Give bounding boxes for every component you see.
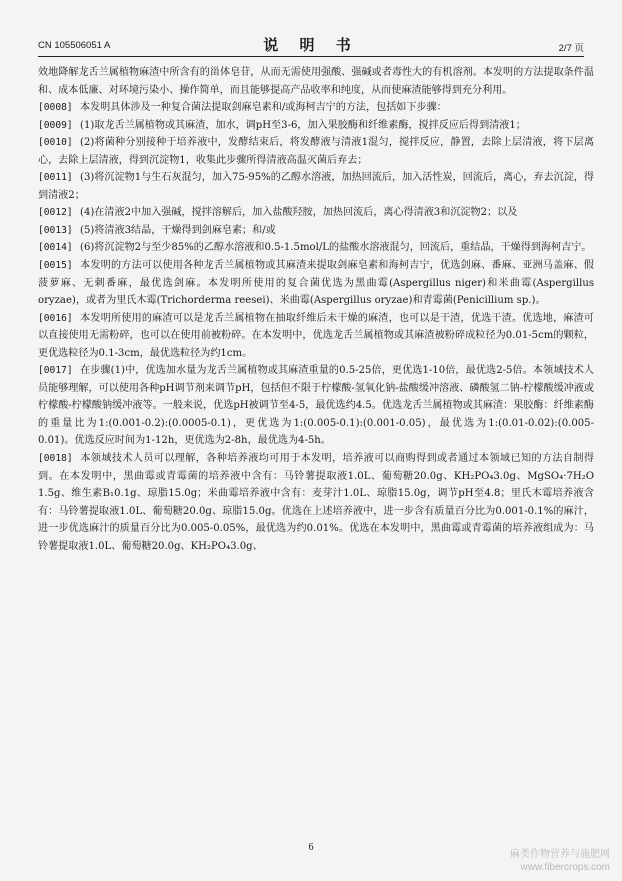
paragraph-number: [0015] [38, 260, 73, 272]
paragraph-number: [0012] [38, 207, 73, 219]
paragraph-number: [0008] [38, 102, 73, 114]
paragraph-number: [0013] [38, 224, 73, 236]
paragraph-text: (6)将沉淀物2与至少85%的乙醇水溶液和0.5-1.5mol/L的盐酸水溶液混匀，回流后，重结晶，干燥得到海柯吉宁。 [80, 242, 592, 254]
paragraph [38, 222, 594, 240]
watermark [510, 848, 610, 874]
paragraph-text: 本发明具体涉及一种复合菌法提取剑麻皂素和/或海柯吉宁的方法，包括如下步骤： [80, 102, 447, 114]
paragraph-text: 本发明的方法可以使用各种龙舌兰属植物或其麻渣来提取剑麻皂素和海柯吉宁，优选剑麻、番麻、亚洲马盖麻、假菠萝麻、无刺番麻，最优选剑麻。本发明所使用的复合菌优选为黑曲霉(Aspergillus niger)和米曲霉(Aspergillus oryzae)，或者为里氏木霉(Trichorderma reesei)、米曲霉(Aspergillus oryzae)和青霉菌(Penicillium sp.)。 [38, 260, 594, 307]
paragraph [38, 362, 594, 450]
paragraph-text: (4)在清液2中加入强碱，搅拌溶解后，加入盐酸羟胺，加热回流后，离心得清液3和沉淀物2；以及 [80, 207, 518, 219]
document-body [38, 64, 594, 555]
paragraph [38, 99, 594, 117]
page-info: 2/7 页 [558, 43, 584, 54]
paragraph [38, 169, 594, 204]
paragraph [38, 117, 594, 135]
paragraph-number: [0011] [38, 172, 73, 184]
page-number: 6 [308, 842, 314, 853]
paragraph [38, 257, 594, 310]
paragraph [38, 239, 594, 257]
paragraph-text: (2)将菌种分别接种于培养液中，发酵结束后，将发酵液与清液1混匀，搅拌反应，静置，去除上层清液，将下层离心，去除上层清液，得到沉淀物1，收集此步骤所得清液高温灭菌后弃去； [38, 137, 594, 166]
paragraph-number: [0014] [38, 242, 73, 254]
watermark-url: www.fibercrops.com [520, 862, 610, 873]
patent-number: CN 105506051 A [38, 40, 111, 51]
paragraph-text: 本发明所使用的麻渣可以是龙舌兰属植物在抽取纤维后未干燥的麻渣，也可以是干渣，优选干渣。优选地，麻渣可以直接使用无需粉碎，也可以在使用前被粉碎。在本发明中，优选龙舌兰属植物或其麻渣被粉碎成粒径为0.01-5cm的颗粒，更优选粒径为0.1-3cm，最优选粒径为约1cm。 [38, 312, 594, 359]
paragraph-number: [0017] [38, 365, 73, 377]
paragraph-text: (5)将清液3结晶，干燥得到剑麻皂素；和/或 [80, 224, 276, 236]
page-header [38, 30, 584, 57]
paragraph-text: 本领域技术人员可以理解，各种培养液均可用于本发明，培养液可以商购得到或者通过本领域已知的方法自制得到。在本发明中，黑曲霉或青霉菌的培养液中含有：马铃薯提取液1.0L、葡萄糖20.0g、KH₂PO₄3.0g、MgSO₄·7H₂O 1.5g、维生素B₁0.1g、琼脂15.0g；米曲霉培养液中含有：麦芽汁1.0L、琼脂15.0g，调节pH至4.8；里氏木霉培养液含有：马铃薯提取液1.0L、葡萄糖20.0g、琼脂15.0g。优选在上述培养液中，进一步含有质量百分比为0.001-0.1%的麻汁，进一步优选麻汁的质量百分比为0.005-0.05%，最优选为约0.01%。优选在本发明中，黑曲霉或青霉菌的培养液组成为：马铃薯提取液1.0L、葡萄糖20.0g、KH₂PO₄3.0g、 [38, 453, 594, 552]
paragraph [38, 450, 594, 555]
paragraph [38, 204, 594, 222]
paragraph-text: (1)取龙舌兰属植物或其麻渣，加水，调pH至3-6，加入果胶酶和纤维素酶，搅拌反应后得到清液1； [80, 119, 526, 131]
paragraph-number: [0009] [38, 119, 73, 131]
paragraph-number: [0010] [38, 137, 73, 149]
page-title: 说 明 书 [263, 36, 359, 54]
paragraph-text: 在步骤(1)中，优选加水量为龙舌兰属植物或其麻渣重量的0.5-25倍，更优选1-10倍，最优选2-5倍。本领域技术人员能够理解，可以使用各种pH调节剂来调节pH，包括但不限于柠檬酸-氢氧化钠-盐酸缓冲溶液、磷酸氢二钠-柠檬酸缓冲液或柠檬酸-柠檬酸钠缓冲液等。一般来说，优选pH被调节至4-5，最优选约4.5。优选龙舌兰属植物或其麻渣：果胶酶：纤维素酶的重量比为1:(0.001-0.2):(0.0005-0.1)，更优选为1:(0.005-0.1):(0.001-0.05)，最优选为1:(0.01-0.02):(0.005-0.01)。优选反应时间为1-12h，更优选为2-8h，最优选为4-5h。 [38, 365, 594, 447]
paragraph-text: 效地降解龙舌兰属植物麻渣中所含有的甾体皂苷，从而无需使用强酸、强碱或者毒性大的有机溶剂。本发明的方法提取条件温和、成本低廉、对环境污染小、操作简单，而且能够提高产品收率和纯度，从而使麻渣能够得到充分利用。 [38, 67, 594, 96]
paragraph-text: (3)将沉淀物1与生石灰混匀，加入75-95%的乙醇水溶液，加热回流后，加入活性炭，回流后，离心，弃去沉淀，得到清液2； [38, 172, 594, 201]
watermark-site-name: 麻类作物营养与施肥网 [510, 849, 610, 860]
paragraph-continued [38, 64, 594, 99]
paragraph-number: [0018] [38, 453, 73, 465]
paragraph [38, 310, 594, 363]
paragraph-number: [0016] [38, 312, 73, 324]
paragraph [38, 134, 594, 169]
